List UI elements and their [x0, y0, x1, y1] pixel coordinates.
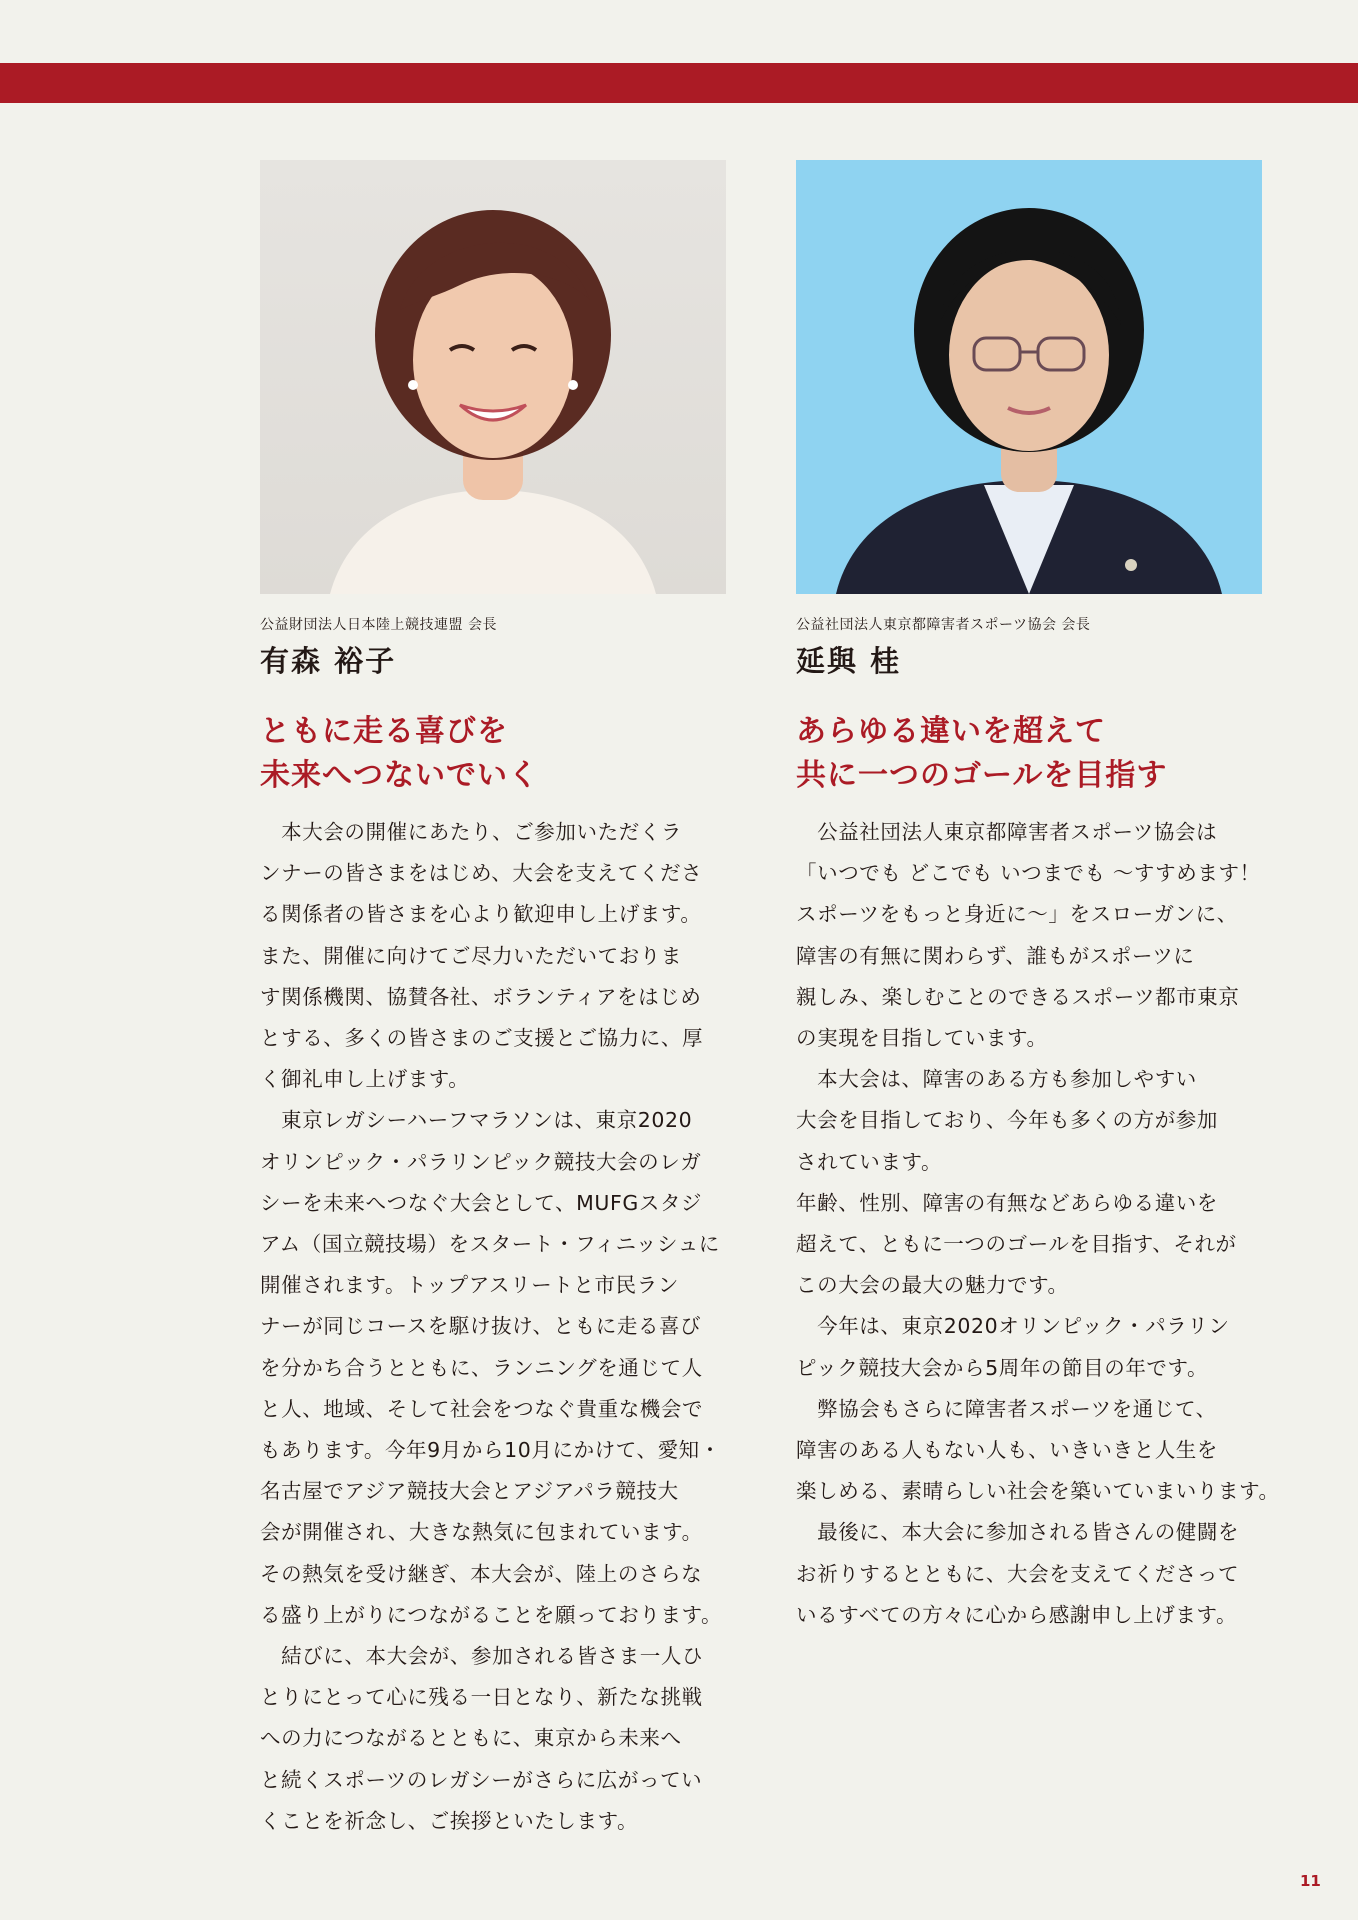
- headline-line: 未来へつないでいく: [260, 758, 539, 793]
- body-line: 大会を目指しており、今年も多くの方が参加: [796, 1108, 1218, 1133]
- body-line: る関係者の皆さまを心より歓迎申し上げます。: [260, 902, 702, 927]
- body-line: 楽しめる、素晴らしい社会を築いていまいります。: [796, 1479, 1280, 1504]
- portrait-icon: [796, 160, 1262, 594]
- body-line: ンナーの皆さまをはじめ、大会を支えてくださ: [260, 861, 703, 886]
- body-line: 本大会は、障害のある方も参加しやすい: [796, 1067, 1197, 1092]
- organization-label: 公益社団法人東京都障害者スポーツ協会 会長: [796, 617, 1091, 633]
- body-line: 公益社団法人東京都障害者スポーツ協会は: [796, 820, 1218, 844]
- body-line: とする、多くの皆さまのご支援とご協力に、厚: [260, 1026, 704, 1051]
- body-line: と続くスポーツのレガシーがさらに広がってい: [260, 1767, 703, 1792]
- organization-label: 公益財団法人日本陸上競技連盟 会長: [260, 617, 497, 633]
- person-name: 延與 桂: [796, 644, 902, 678]
- body-line: 超えて、ともに一つのゴールを目指す、それが: [796, 1232, 1237, 1257]
- message-body: [796, 812, 1280, 1636]
- body-line: 年齢、性別、障害の有無などあらゆる違いを: [796, 1190, 1218, 1215]
- message-headline: [796, 710, 1262, 798]
- body-line: 今年は、東京2020オリンピック・パラリン: [796, 1314, 1230, 1339]
- body-line: 弊協会もさらに障害者スポーツを通じて、: [796, 1396, 1217, 1421]
- body-line: 「いつでも どこでも いつまでも 〜すすめます！: [796, 861, 1261, 886]
- header-band: [0, 63, 1358, 103]
- body-line: く御礼申し上げます。: [260, 1067, 470, 1092]
- body-line: 障害の有無に関わらず、誰もがスポーツに: [796, 943, 1195, 968]
- body-line: 開催されます。トップアスリートと市民ラン: [260, 1273, 679, 1298]
- body-line: お祈りするとともに、大会を支えてくださって: [796, 1561, 1240, 1586]
- body-line: くことを祈念し、ご挨拶といたします。: [260, 1808, 639, 1833]
- page-number: 11: [1300, 1872, 1321, 1890]
- body-line: 会が開催され、大きな熱気に包まれています。: [260, 1520, 703, 1545]
- body-line: 最後に、本大会に参加される皆さんの健闘を: [796, 1520, 1240, 1545]
- body-line: 親しみ、楽しむことのできるスポーツ都市東京: [796, 984, 1240, 1009]
- body-line: もあります。今年9月から10月にかけて、愛知・: [260, 1438, 721, 1463]
- body-line: この大会の最大の魅力です。: [796, 1273, 1069, 1298]
- headline-line: 共に一つのゴールを目指す: [796, 758, 1168, 793]
- body-line: されています。: [796, 1149, 943, 1174]
- body-line: 東京レガシーハーフマラソンは、東京2020: [260, 1108, 693, 1133]
- body-line: アム（国立競技場）をスタート・フィニッシュに: [260, 1232, 720, 1257]
- body-line: す関係機関、協賛各社、ボランティアをはじめ: [260, 984, 702, 1009]
- body-line: 本大会の開催にあたり、ご参加いただくラ: [260, 820, 682, 844]
- body-line: スポーツをもっと身近に〜」をスローガンに、: [796, 902, 1238, 927]
- body-line: オリンピック・パラリンピック競技大会のレガ: [260, 1149, 702, 1174]
- portrait-photo-right: [796, 160, 1262, 594]
- portrait-photo-left: [260, 160, 726, 594]
- body-line: と人、地域、そして社会をつなぐ貴重な機会で: [260, 1396, 704, 1421]
- body-line: 障害のある人もない人も、いきいきと人生を: [796, 1438, 1218, 1463]
- message-body: [260, 812, 726, 1842]
- body-line: シーを未来へつなぐ大会として、MUFGスタジ: [260, 1190, 703, 1215]
- body-line: の実現を目指しています。: [796, 1026, 1048, 1051]
- body-line: その熱気を受け継ぎ、本大会が、陸上のさらな: [260, 1561, 703, 1586]
- body-line: への力につながるとともに、東京から未来へ: [260, 1726, 682, 1751]
- portrait-icon: [260, 160, 726, 594]
- body-line: とりにとって心に残る一日となり、新たな挑戦: [260, 1685, 703, 1710]
- message-headline: [260, 710, 726, 798]
- left-message-column: [260, 160, 726, 1842]
- body-line: ピック競技大会から5周年の節目の年です。: [796, 1355, 1209, 1380]
- headline-line: あらゆる違いを超えて: [796, 714, 1106, 749]
- body-line: 結びに、本大会が、参加される皆さま一人ひ: [260, 1644, 704, 1669]
- body-line: 名古屋でアジア競技大会とアジアパラ競技大: [260, 1479, 679, 1504]
- person-name: 有森 裕子: [260, 644, 397, 678]
- body-line: また、開催に向けてご尽力いただいておりま: [260, 943, 682, 968]
- headline-line: ともに走る喜びを: [260, 714, 508, 749]
- body-line: を分かち合うとともに、ランニングを通じて人: [260, 1355, 703, 1380]
- right-message-column: [796, 160, 1280, 1636]
- body-line: ナーが同じコースを駆け抜け、ともに走る喜び: [260, 1314, 702, 1339]
- body-line: いるすべての方々に心から感謝申し上げます。: [796, 1602, 1238, 1627]
- body-line: る盛り上がりにつながることを願っております。: [260, 1602, 723, 1627]
